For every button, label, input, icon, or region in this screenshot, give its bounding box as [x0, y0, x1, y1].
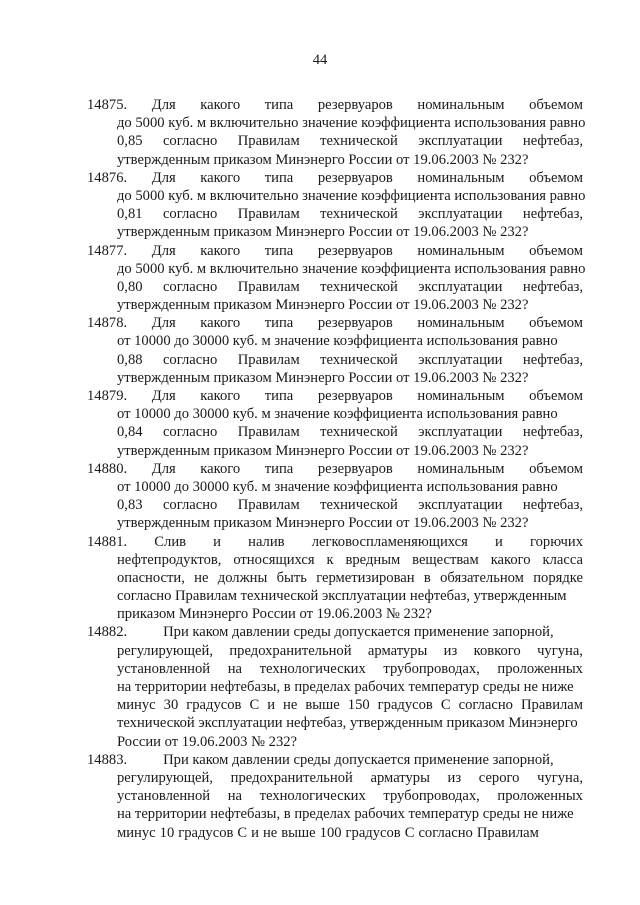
- question-first-line: [87, 751, 583, 769]
- text-word: серого: [478, 769, 520, 786]
- text-word: Для: [151, 388, 176, 404]
- text-word: резервуаров: [317, 242, 393, 259]
- text-word: до 5000 куб. м включительно значение коэффициента использования равно: [117, 115, 586, 132]
- text-word: объемом: [529, 315, 583, 332]
- text-word: эксплуатации: [418, 424, 503, 441]
- text-word: нефтебаз,: [522, 497, 583, 514]
- question-first-line: [87, 623, 583, 641]
- text-word: трубопроводах,: [383, 660, 480, 677]
- question-line: [117, 151, 583, 169]
- text-word: резервуаров: [317, 315, 393, 332]
- text-word: технической эксплуатации нефтебаз, утвержденным приказом Минэнерго: [117, 715, 578, 732]
- text-word: от 10000 до 30000 куб. м значение коэффициента использования равно: [117, 406, 558, 423]
- text-word: градусов: [178, 824, 234, 841]
- text-word: Для: [151, 315, 176, 332]
- question-line: [117, 805, 583, 823]
- text-word: нефтебаз,: [522, 133, 583, 150]
- question-line: [117, 733, 583, 751]
- text-word: 150: [347, 697, 370, 714]
- text-word: технической: [320, 206, 398, 223]
- text-word: С: [249, 697, 260, 714]
- text-word: технологических: [259, 788, 366, 805]
- text-word: утвержденным приказом Минэнерго России от 19.06.2003 № 232?: [117, 224, 529, 241]
- question-line: [117, 660, 583, 678]
- text-word: Для: [151, 169, 176, 186]
- question-line: [117, 696, 583, 714]
- text-word: 0,81: [117, 206, 143, 223]
- text-word: и: [267, 697, 275, 714]
- text-word: какого: [200, 460, 241, 477]
- text-word: горючих: [529, 533, 583, 550]
- text-word: не: [194, 569, 209, 586]
- page-number: 44: [312, 52, 328, 68]
- text-word: не: [262, 824, 278, 841]
- text-word: эксплуатации: [418, 133, 503, 150]
- text-word: типа: [264, 169, 294, 186]
- question-line: [117, 551, 583, 569]
- text-word: согласно: [162, 278, 218, 295]
- text-word: нефтебаз,: [522, 424, 583, 441]
- text-word: нефтебаз,: [522, 351, 583, 368]
- text-word: согласно: [162, 351, 218, 368]
- text-word: согласно: [458, 697, 513, 714]
- text-word: какого: [200, 388, 241, 404]
- text-word: номинальным: [417, 242, 505, 259]
- question-line: [117, 478, 583, 496]
- question-line: [117, 405, 583, 423]
- question-line: [117, 442, 583, 460]
- text-word: быть: [276, 569, 307, 586]
- text-word: какого: [200, 97, 241, 113]
- text-word: типа: [264, 242, 294, 259]
- question-line: [117, 187, 586, 205]
- text-word: согласно: [162, 206, 218, 223]
- text-word: от 10000 до 30000 куб. м значение коэффициента использования равно: [117, 478, 558, 495]
- text-word: 0,83: [117, 497, 143, 514]
- text-word: согласно: [162, 424, 218, 441]
- question-item: [87, 751, 583, 842]
- question-line: [117, 642, 583, 660]
- question-number: 14876.: [87, 169, 128, 186]
- question-line: [117, 824, 583, 842]
- text-word: номинальным: [417, 315, 505, 332]
- text-word: предохранительной: [230, 769, 353, 786]
- question-number: 14878.: [87, 315, 128, 332]
- text-word: на территории нефтебазы, в пределах рабочих температур среды не ниже: [117, 679, 574, 695]
- question-line: [117, 605, 583, 623]
- text-word: ковкого: [473, 642, 521, 659]
- text-word: 10: [159, 824, 175, 841]
- text-word: Правилам: [476, 824, 539, 841]
- text-word: на: [227, 660, 243, 677]
- text-word: на: [227, 788, 243, 805]
- text-word: эксплуатации: [418, 278, 503, 295]
- question-line: [117, 423, 583, 441]
- question-first-line: [87, 460, 583, 478]
- text-word: приказом Минэнерго России от 19.06.2003 № 232?: [117, 606, 432, 623]
- question-line: [117, 260, 586, 278]
- text-word: резервуаров: [317, 460, 393, 477]
- text-word: опасности,: [117, 569, 185, 586]
- question-first-line: [87, 242, 583, 260]
- question-number: 14880.: [87, 460, 128, 477]
- question-line: [117, 296, 583, 314]
- text-word: из: [443, 642, 458, 659]
- text-word: утвержденным приказом Минэнерго России от 19.06.2003 № 232?: [117, 151, 529, 168]
- question-item: [87, 460, 583, 533]
- text-word: герметизирован: [316, 569, 415, 586]
- question-line: [117, 278, 583, 296]
- text-word: эксплуатации: [418, 206, 503, 223]
- text-word: не: [283, 697, 298, 714]
- text-word: Правилам: [237, 424, 300, 441]
- text-word: выше: [305, 697, 340, 714]
- text-word: Правилам: [520, 697, 583, 714]
- question-first-line: [87, 169, 583, 187]
- text-word: Правилам: [237, 497, 300, 514]
- text-word: минус: [117, 697, 156, 714]
- question-number: 14882.: [87, 624, 128, 641]
- text-word: объемом: [529, 460, 583, 477]
- text-word: номинальным: [417, 460, 505, 477]
- text-word: трубопроводах,: [383, 788, 480, 805]
- text-word: чугуна,: [537, 769, 583, 786]
- text-word: легковоспламеняющихся: [311, 533, 468, 550]
- text-word: к: [326, 551, 334, 568]
- text-word: согласно Правилам технической эксплуатации нефтебаз, утвержденным: [117, 588, 567, 605]
- text-word: класса: [542, 551, 583, 568]
- text-word: нефтебаз,: [522, 206, 583, 223]
- text-word: Правилам: [237, 133, 300, 150]
- text-word: 30: [163, 697, 179, 714]
- text-word: утвержденным приказом Минэнерго России от 19.06.2003 № 232?: [117, 297, 529, 314]
- text-word: до 5000 куб. м включительно значение коэффициента использования равно: [117, 187, 586, 204]
- text-word: согласно: [162, 497, 218, 514]
- text-word: установленной: [117, 788, 211, 805]
- question-line: [117, 332, 583, 350]
- text-word: градусов: [186, 697, 242, 714]
- text-word: и: [213, 533, 221, 550]
- text-word: России от 19.06.2003 № 232?: [117, 733, 298, 750]
- question-item: [87, 169, 586, 242]
- question-line: [117, 223, 583, 241]
- text-word: технической: [320, 133, 398, 150]
- question-number: 14879.: [87, 388, 128, 404]
- text-word: нефтебаз,: [522, 278, 583, 295]
- text-word: объемом: [529, 388, 583, 404]
- text-word: технической: [320, 424, 398, 441]
- text-word: технологических: [259, 660, 366, 677]
- question-item: [87, 242, 586, 315]
- text-word: типа: [264, 315, 294, 332]
- question-item: [87, 314, 583, 387]
- text-word: Для: [151, 242, 176, 259]
- text-word: объемом: [529, 169, 583, 186]
- text-word: 100: [319, 824, 342, 841]
- text-word: утвержденным приказом Минэнерго России от 19.06.2003 № 232?: [117, 369, 529, 386]
- text-word: С: [237, 824, 248, 841]
- question-number: 14877.: [87, 242, 128, 259]
- text-word: типа: [264, 97, 294, 113]
- text-word: 0,84: [117, 424, 143, 441]
- text-word: регулирующей,: [117, 642, 213, 659]
- text-word: должны: [217, 569, 268, 586]
- text-word: налив: [248, 533, 285, 550]
- question-line: [117, 569, 583, 587]
- text-word: минус: [117, 824, 156, 841]
- text-word: резервуаров: [317, 169, 393, 186]
- text-word: арматуры: [370, 769, 430, 786]
- question-line: [117, 114, 586, 132]
- question-line: [117, 514, 583, 532]
- text-word: Для: [151, 97, 176, 113]
- text-word: нефтепродуктов,: [117, 551, 222, 568]
- text-word: обязательном: [440, 569, 524, 586]
- text-word: предохранительной: [229, 642, 352, 659]
- question-line: [117, 678, 583, 696]
- text-word: Правилам: [237, 278, 300, 295]
- document-body: [87, 96, 586, 842]
- text-word: Для: [151, 460, 176, 477]
- text-word: до 5000 куб. м включительно значение коэффициента использования равно: [117, 260, 586, 277]
- text-word: С: [404, 824, 415, 841]
- text-word: При каком давлении среды допускается применение запорной,: [163, 624, 554, 641]
- question-number: 14875.: [87, 97, 128, 113]
- text-word: выше: [281, 824, 316, 841]
- text-word: регулирующей,: [117, 769, 213, 786]
- text-word: порядке: [533, 569, 583, 586]
- question-first-line: [87, 387, 583, 405]
- question-line: [117, 205, 583, 223]
- text-word: согласно: [418, 824, 473, 841]
- text-word: какого: [490, 551, 531, 568]
- text-word: С: [440, 697, 451, 714]
- question-line: [117, 496, 583, 514]
- text-word: объемом: [529, 242, 583, 259]
- text-word: утвержденным приказом Минэнерго России от 19.06.2003 № 232?: [117, 515, 529, 532]
- text-word: резервуаров: [317, 388, 393, 404]
- text-word: технической: [320, 278, 398, 295]
- text-word: в: [423, 569, 431, 586]
- question-item: [87, 623, 583, 750]
- text-word: Слив: [154, 533, 187, 550]
- question-line: [117, 587, 583, 605]
- text-word: проложенных: [497, 788, 583, 805]
- text-word: 0,85: [117, 133, 143, 150]
- question-line: [117, 369, 583, 387]
- text-word: какого: [200, 242, 241, 259]
- text-word: установленной: [117, 660, 211, 677]
- text-word: эксплуатации: [418, 497, 503, 514]
- question-item: [87, 387, 583, 460]
- text-word: номинальным: [417, 97, 505, 113]
- text-word: номинальным: [417, 388, 505, 404]
- question-item: [87, 533, 583, 624]
- question-first-line: [87, 314, 583, 332]
- question-item: [87, 96, 586, 169]
- text-word: Правилам: [237, 206, 300, 223]
- text-word: При каком давлении среды допускается применение запорной,: [163, 751, 554, 768]
- question-line: [117, 351, 583, 369]
- text-word: Правилам: [237, 351, 300, 368]
- question-line: [117, 787, 583, 805]
- text-word: технической: [320, 497, 398, 514]
- text-word: типа: [264, 460, 294, 477]
- text-word: градусов: [377, 697, 433, 714]
- text-word: резервуаров: [317, 97, 393, 113]
- question-first-line: [87, 96, 583, 114]
- question-line: [117, 714, 583, 732]
- text-word: на территории нефтебазы, в пределах рабочих температур среды не ниже: [117, 806, 574, 823]
- text-word: какого: [200, 315, 241, 332]
- text-word: какого: [200, 169, 241, 186]
- text-word: от 10000 до 30000 куб. м значение коэффициента использования равно: [117, 333, 558, 350]
- text-word: из: [447, 769, 462, 786]
- text-word: веществам: [412, 551, 479, 568]
- text-word: технической: [320, 351, 398, 368]
- text-word: градусов: [345, 824, 401, 841]
- text-word: номинальным: [417, 169, 505, 186]
- question-first-line: [87, 533, 583, 551]
- text-word: вредным: [345, 551, 401, 568]
- text-word: типа: [264, 388, 294, 404]
- text-word: арматуры: [367, 642, 428, 659]
- question-number: 14881.: [87, 533, 128, 550]
- text-word: чугуна,: [537, 642, 583, 659]
- question-number: 14883.: [87, 751, 128, 768]
- question-line: [117, 769, 583, 787]
- text-word: согласно: [162, 133, 218, 150]
- question-line: [117, 132, 583, 150]
- text-word: относящихся: [233, 551, 315, 568]
- text-word: и: [495, 533, 503, 550]
- text-word: и: [251, 824, 259, 841]
- text-word: 0,80: [117, 278, 143, 295]
- text-word: 0,88: [117, 351, 143, 368]
- text-word: утвержденным приказом Минэнерго России от 19.06.2003 № 232?: [117, 442, 529, 459]
- text-word: эксплуатации: [418, 351, 503, 368]
- text-word: объемом: [529, 97, 583, 113]
- text-word: проложенных: [497, 660, 583, 677]
